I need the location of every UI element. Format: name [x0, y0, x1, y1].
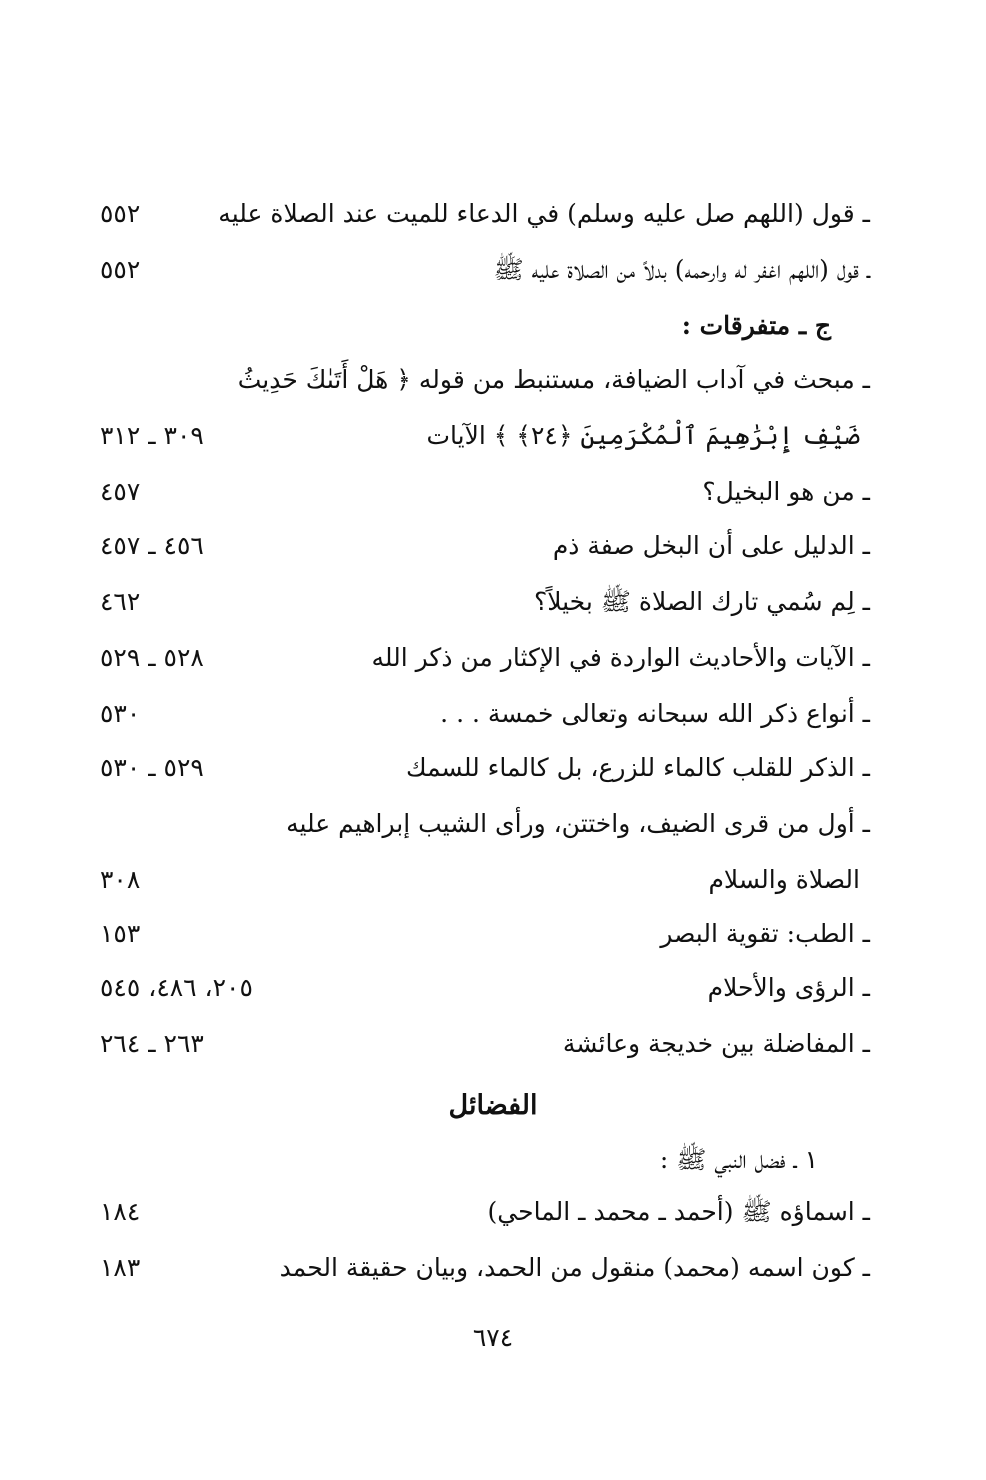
entry-page-number: ٥٣٠ — [100, 699, 141, 728]
entry-text: ـ قول (اللهم صل عليه وسلم) في الدعاء للميت عند الصلاة عليه — [218, 199, 870, 228]
index-entry — [100, 410, 870, 462]
entry-text: ـ اسماؤه ﷺ (أحمد ـ محمد ـ الماحي) — [487, 1197, 870, 1226]
index-entry — [100, 798, 870, 850]
entry-page-number: ٢٠٥، ٤٨٦، ٥٤٥ — [100, 973, 253, 1002]
index-entry — [100, 1242, 870, 1294]
entry-text: ـ الطب: تقوية البصر — [660, 919, 870, 948]
entry-page-number: ١٨٣ — [100, 1253, 141, 1282]
entry-text: ـ من هو البخيل؟ — [702, 477, 870, 506]
index-entry — [100, 354, 870, 406]
index-entry — [100, 1186, 870, 1238]
index-entry — [100, 466, 870, 518]
entry-text: ـ الرؤى والأحلام — [707, 973, 870, 1002]
entry-page-number: ٣٠٩ ـ ٣١٢ — [100, 421, 204, 450]
entry-page-number: ٥٢٩ ـ ٥٣٠ — [100, 753, 204, 782]
index-entry — [100, 520, 870, 572]
entry-text: ـ أنواع ذكر الله سبحانه وتعالى خمسة . . . — [440, 699, 870, 728]
index-entry — [100, 632, 870, 684]
entry-page-number: ٣٠٨ — [100, 865, 141, 894]
index-entry — [100, 962, 870, 1014]
entry-text: ـ قول (اللهم اغفر له وارحمه) بدلاً من الصلاة عليه ﷺ — [493, 255, 870, 284]
subheading: ج ـ متفرقات : — [681, 311, 831, 340]
index-entry — [100, 854, 870, 906]
entry-page-number: ٥٥٢ — [100, 255, 141, 284]
entry-text: ـ الآيات والأحاديث الواردة في الإكثار من ذكر الله — [371, 643, 870, 672]
index-entry — [100, 1018, 870, 1070]
entry-page-number: ١٥٣ — [100, 919, 141, 948]
entry-text: ـ كون اسمه (محمد) منقول من الحمد، وبيان حقيقة الحمد — [279, 1253, 870, 1282]
index-entry — [100, 188, 870, 240]
entry-page-number: ٤٦٢ — [100, 587, 141, 616]
entry-text: ـ مبحث في آداب الضيافة، مستنبط من قوله ﴿ هَلْ أَتَىٰكَ حَدِيثُ — [237, 365, 870, 394]
index-entry — [100, 688, 870, 740]
entry-text: ـ المفاضلة بين خديجة وعائشة — [562, 1029, 870, 1058]
index-entry — [100, 576, 870, 628]
page-number: ٦٧٤ — [472, 1323, 514, 1352]
entry-text: ـ الدليل على أن البخل صفة ذم — [552, 531, 870, 560]
entry-page-number: ٥٥٢ — [100, 199, 141, 228]
entry-page-number: ٤٥٦ ـ ٤٥٧ — [100, 531, 204, 560]
index-entry — [100, 244, 870, 296]
index-entry — [100, 908, 870, 960]
entry-page-number: ٤٥٧ — [100, 477, 141, 506]
entry-text: ـ أول من قرى الضيف، واختتن، ورأى الشيب إبراهيم عليه — [286, 809, 870, 838]
index-entry — [100, 742, 870, 794]
numbered-heading: ١ ـ فضل النبي ﷺ : — [659, 1145, 818, 1174]
entry-page-number: ٢٦٣ ـ ٢٦٤ — [100, 1029, 204, 1058]
entry-page-number: ١٨٤ — [100, 1197, 141, 1226]
entry-text: ـ الذكر للقلب كالماء للزرع، بل كالماء للسمك — [406, 753, 870, 782]
entry-text: الصلاة والسلام — [708, 865, 860, 894]
section-title: الفضائل — [448, 1090, 538, 1121]
entry-page-number: ٥٢٨ ـ ٥٢٩ — [100, 643, 204, 672]
entry-text: ضَيْفِ إِبْرَٰهِيمَ ٱلْمُكْرَمِينَ ﴿٢٤﴾ ﴾ الآيات — [426, 421, 860, 450]
entry-text: ـ لِم سُمي تارك الصلاة ﷺ بخيلاً؟ — [533, 587, 870, 616]
